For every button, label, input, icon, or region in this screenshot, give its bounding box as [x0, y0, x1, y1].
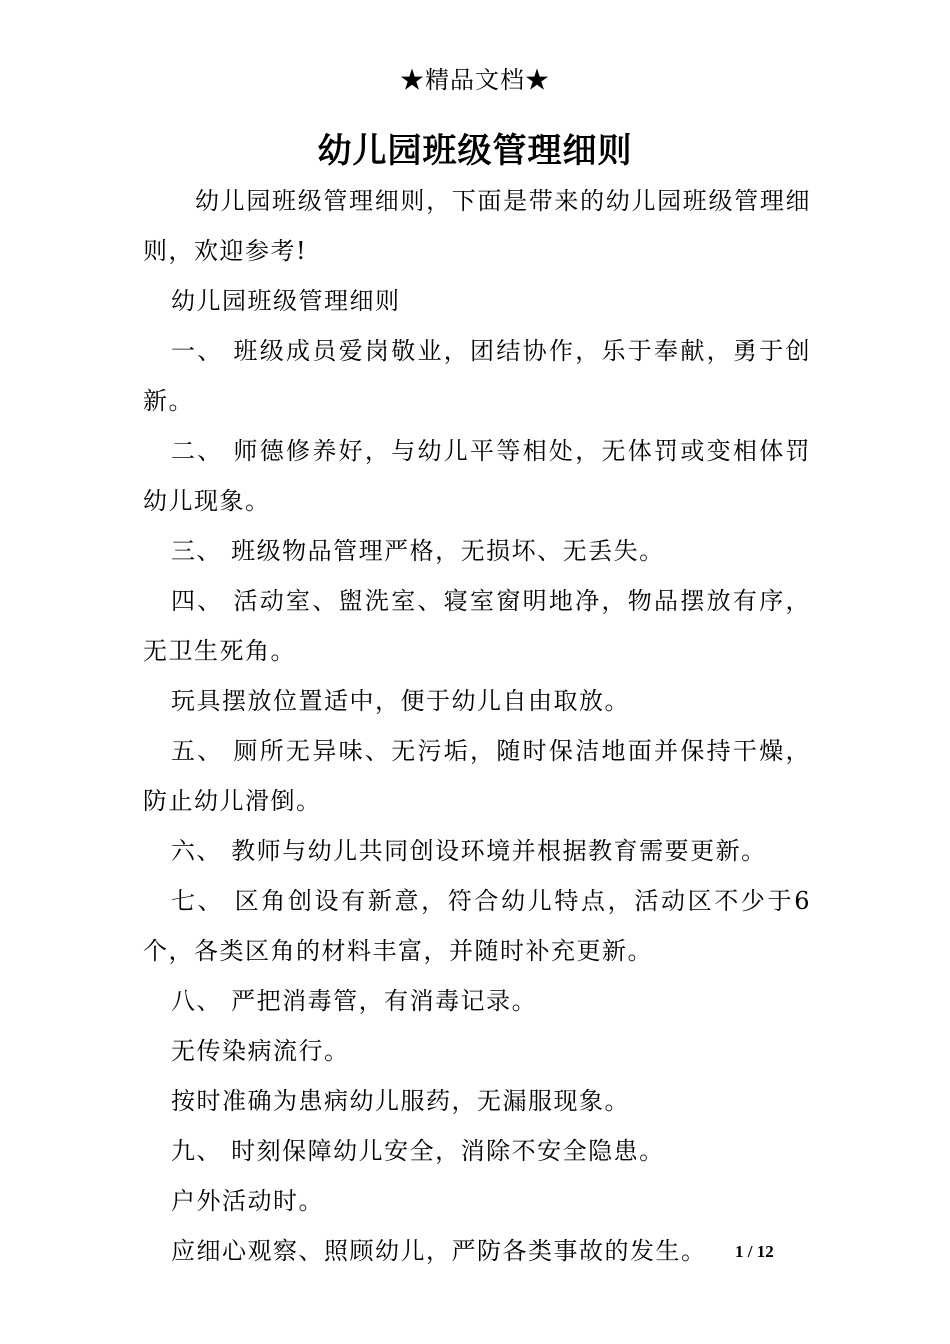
rule-item-4: 四、 活动室、盥洗室、寝室窗明地净，物品摆放有序，无卫生死角。 — [143, 587, 811, 665]
document-body — [143, 176, 811, 1276]
rule-item-4-note: 玩具摆放位置适中，便于幼儿自由取放。 — [171, 687, 630, 715]
rule-item-5: 五、 厕所无异味、无污垢，随时保洁地面并保持干燥，防止幼儿滑倒。 — [143, 737, 811, 815]
rule-item-6: 六、 教师与幼儿共同创设环境并根据教育需要更新。 — [171, 837, 767, 865]
rule-item-3: 三、 班级物品管理严格，无损坏、无丢失。 — [171, 537, 665, 565]
rule-item-2: 二、 师德修养好，与幼儿平等相处，无体罚或变相体罚幼儿现象。 — [143, 437, 811, 515]
page-number: 1 / 12 — [735, 1242, 774, 1261]
page-header: ★精品文档★ — [400, 66, 550, 94]
rule-item-8-note-2: 按时准确为患病幼儿服药，无漏服现象。 — [171, 1087, 630, 1115]
rule-item-7: 七、 区角创设有新意，符合幼儿特点，活动区不少于6个，各类区角的材料丰富，并随时补充更新。 — [143, 887, 811, 965]
rule-item-9: 九、 时刻保障幼儿安全，消除不安全隐患。 — [171, 1137, 665, 1165]
rule-item-9-note-2: 应细心观察、照顾幼儿，严防各类事故的发生。 — [171, 1237, 707, 1265]
rule-item-1: 一、 班级成员爱岗敬业，团结协作，乐于奉献，勇于创新。 — [143, 337, 811, 415]
document-title: 幼儿园班级管理细则 — [317, 131, 633, 171]
section-heading: 幼儿园班级管理细则 — [171, 287, 401, 315]
intro-paragraph: 幼儿园班级管理细则，下面是带来的幼儿园班级管理细则，欢迎参考! — [143, 187, 811, 265]
rule-item-9-note-1: 户外活动时。 — [171, 1187, 324, 1215]
rule-item-8-note-1: 无传染病流行。 — [171, 1037, 350, 1065]
rule-item-8: 八、 严把消毒管，有消毒记录。 — [171, 987, 538, 1015]
